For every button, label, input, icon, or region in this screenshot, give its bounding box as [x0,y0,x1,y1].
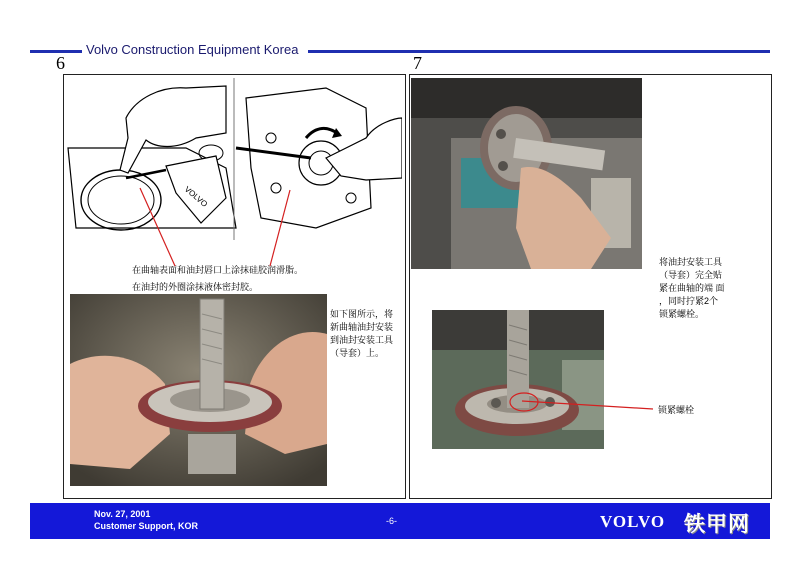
note-line: 到油封安装工具 [330,335,394,345]
note-line: 如下图所示，将 [330,309,394,319]
note-line: （导套）上。 [330,348,385,358]
page-number: -6- [386,516,397,526]
note-step-6 [330,308,393,360]
caption-grease: 在曲轴表面和油封唇口上涂抹硅胶润滑脂。 [132,265,304,275]
step-number-7: 7 [413,53,422,73]
note-line: 锁紧螺栓。 [659,309,705,319]
caption-sealant: 在油封的外圈涂抹液体密封胶。 [132,282,259,292]
note-line: 新曲轴油封安装 [330,322,394,332]
note-line: （导套）完全贴 [659,270,723,280]
seal-installation-photo [70,294,327,486]
volvo-logo: VOLVO [600,512,666,531]
tool-tightening-photo [411,78,642,269]
callout-arrows [120,180,320,270]
locking-bolt-label: 锁紧螺栓 [658,405,695,415]
header-rule-right [308,50,770,53]
header-title: Volvo Construction Equipment Korea [86,42,299,57]
watermark-logo: 铁甲网 [684,513,750,536]
note-line: 紧在曲轴的端 面 [659,283,725,293]
note-step-7 [659,256,725,321]
svg-text:VOLVO: VOLVO [182,184,210,209]
bolt-callout-line [520,395,655,415]
step-number-6: 6 [56,53,65,73]
note-line: ，同时拧紧2个 [659,296,719,306]
note-line: 将油封安装工具 [659,257,723,267]
locking-bolt-photo [432,310,604,449]
footer-date: Nov. 27, 2001 [94,509,151,519]
footer-department: Customer Support, KOR [94,521,199,531]
